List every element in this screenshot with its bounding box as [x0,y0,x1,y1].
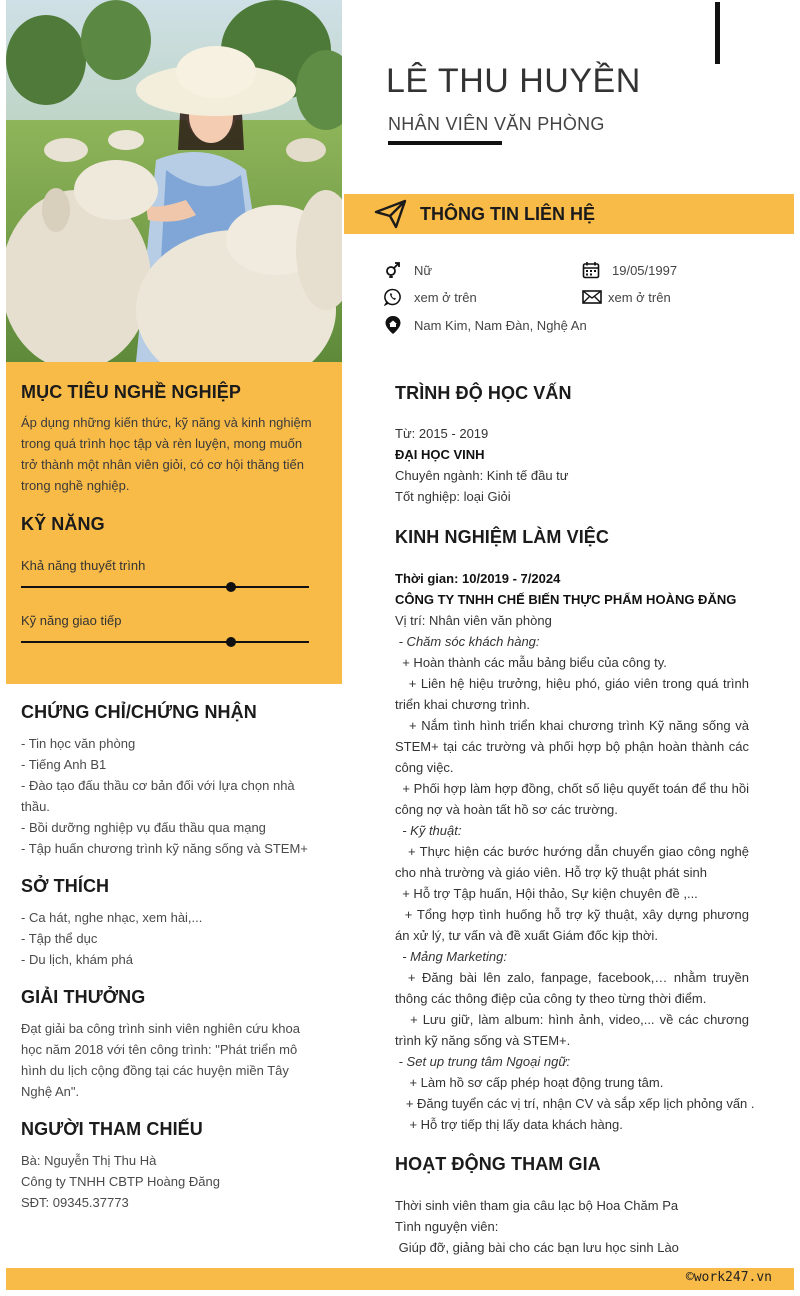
contact-title: THÔNG TIN LIÊN HỆ [420,204,595,224]
experience-period: Thời gian: 10/2019 - 7/2024 [395,571,561,586]
location-home-icon [384,315,402,335]
experience-section [395,527,755,1135]
experience-position: Vị trí: Nhân viên văn phòng [395,613,552,628]
activities-section [395,1154,749,1258]
experience-duty: + Thực hiện các bước hướng dẫn chuyển giao công nghệ cho nhà trường và giáo viên. Hỗ trợ kỹ thuật phát sinh [395,844,753,880]
watermark-text: ©work247.vn [685,1270,772,1285]
references-title: NGƯỜI THAM CHIẾU [21,1119,203,1139]
education-title: TRÌNH ĐỘ HỌC VẤN [395,383,572,403]
activities-title: HOẠT ĐỘNG THAM GIA [395,1154,601,1174]
objective-line: trở thành một nhân viên giỏi, có cơ hội thăng tiến [21,457,304,472]
objective-text [21,412,326,496]
decorative-bar [715,2,720,64]
contact-address [384,315,587,335]
contact-birthday [582,261,677,279]
candidate-name: LÊ THU HUYỀN [386,62,641,100]
experience-duty: + Hỗ trợ tiếp thị lấy data khách hàng. [395,1117,623,1132]
experience-category: - Chăm sóc khách hàng: [395,634,540,649]
experience-category: - Kỹ thuật: [395,823,462,838]
address-value: Nam Kim, Nam Đàn, Nghệ An [414,317,587,333]
experience-duty: + Hỗ trợ Tập huấn, Hội thảo, Sự kiện chuyên đề ,... [395,886,698,901]
education-grade: Tốt nghiệp: loại Giỏi [395,489,511,504]
footer-bar [6,1268,794,1290]
hobby-item: - Du lịch, khám phá [21,952,133,967]
certificates-list [21,733,311,859]
calendar-icon [582,261,600,279]
skill-level-dot [226,582,236,592]
experience-duty: + Đăng tuyển các vị trí, nhận CV và sắp xếp lịch phỏng vấn . [395,1096,755,1111]
activity-line: Thời sinh viên tham gia câu lạc bộ Hoa Chăm Pa [395,1198,679,1213]
certificate-item: - Đào tạo đấu thầu cơ bản đối với lựa chọn nhà [21,778,295,793]
award-line: Nghệ An". [21,1084,80,1099]
experience-duty: + Lưu giữ, làm album: hình ảnh, video,... về các chương trình kỹ năng sống và STEM+. [395,1012,753,1048]
experience-duty: + Làm hồ sơ cấp phép hoạt động trung tâm. [395,1075,664,1090]
certificate-item: thầu. [21,799,50,814]
education-section [395,383,749,507]
experience-category: - Set up trung tâm Ngoại ngữ: [395,1054,571,1069]
experience-company: CÔNG TY TNHH CHẾ BIẾN THỰC PHẨM HOÀNG ĐĂNG [395,592,737,607]
title-underline [388,141,502,145]
email-value: xem ở trên [608,289,671,305]
skill-level-dot [226,637,236,647]
experience-duty: + Nắm tình hình triển khai chương trình Kỹ năng sống và STEM+ tại các trường và phối hợp bộ phận hoàn thành các công việc. [395,718,753,775]
certificate-item: - Tiếng Anh B1 [21,757,107,772]
awards-text [21,1018,311,1102]
phone-value: xem ở trên [414,289,477,305]
experience-duty: + Hoàn thành các mẫu bảng biểu của công ty. [395,655,667,670]
education-major: Chuyên ngành: Kinh tế đầu tư [395,468,569,483]
skill-bar [21,641,309,643]
objective-line: Áp dụng những kiến thức, kỹ năng và kinh nghiệm [21,415,312,430]
activity-line: Tình nguyện viên: [395,1219,499,1234]
left-highlight-panel [6,362,342,684]
contact-phone [384,288,477,306]
reference-line: SĐT: 09345.37773 [21,1195,129,1210]
education-school: ĐẠI HỌC VINH [395,447,485,462]
resume-page [6,0,794,1296]
references-text [21,1150,311,1213]
contact-header-bar [344,194,794,234]
profile-photo [6,0,342,362]
paper-plane-icon [374,198,408,230]
gender-value: Nữ [414,262,433,278]
activity-line: Giúp đỡ, giảng bài cho các bạn lưu học sinh Lào [395,1240,679,1255]
certificates-title: CHỨNG CHỈ/CHỨNG NHẬN [21,702,257,722]
certificate-item: - Tập huấn chương trình kỹ năng sống và STEM+ [21,841,308,856]
skill-label: Khả năng thuyết trình [21,558,146,573]
experience-duty: + Đăng bài lên zalo, fanpage, facebook,… nhằm truyền thông các thông điệp của công ty theo từng thời điểm. [395,970,753,1006]
certificate-item: - Tin học văn phòng [21,736,136,751]
certificate-item: - Bồi dưỡng nghiệp vụ đấu thầu qua mạng [21,820,266,835]
experience-body [395,568,755,1135]
award-line: hình du lịch cộng đồng tại các huyện miền Tây [21,1063,289,1078]
education-period: Từ: 2015 - 2019 [395,426,489,441]
reference-line: Công ty TNHH CBTP Hoàng Đăng [21,1174,220,1189]
skills-title: KỸ NĂNG [21,514,105,534]
awards-title: GIẢI THƯỞNG [21,987,146,1007]
hobbies-title: SỞ THÍCH [21,876,110,896]
gender-icon [384,261,402,279]
experience-duty: + Phối hợp làm hợp đồng, chốt số liệu quyết toán để thu hồi công nợ và hoàn tất hồ sơ các trường. [395,781,753,817]
contact-gender [384,261,432,279]
hobby-item: - Tập thể dục [21,931,98,946]
job-title: NHÂN VIÊN VĂN PHÒNG [388,114,605,134]
birthday-value: 19/05/1997 [612,262,678,278]
experience-category: - Mảng Marketing: [395,949,507,964]
contact-email [582,288,671,306]
name-block [386,62,641,101]
skill-label: Kỹ năng giao tiếp [21,613,122,628]
hobby-item: - Ca hát, nghe nhạc, xem hài,... [21,910,203,925]
skill-bar [21,586,309,588]
award-line: Đạt giải ba công trình sinh viên nghiên cứu khoa [21,1021,300,1036]
experience-duties [395,631,755,1135]
experience-title: KINH NGHIỆM LÀM VIỆC [395,527,610,547]
objective-line: trong quá trình học tập và rèn luyện, mong muốn [21,436,303,451]
experience-duty: + Tổng hợp tình huống hỗ trợ kỹ thuật, xây dựng phương án xử lý, tư vấn và đề xuất Giám đốc kịp thời. [395,907,753,943]
whatsapp-phone-icon [384,288,402,306]
objective-title: MỤC TIÊU NGHỀ NGHIỆP [21,382,242,402]
envelope-icon [582,288,602,306]
reference-line: Bà: Nguyễn Thị Thu Hà [21,1153,157,1168]
award-line: học năm 2018 với tên công trình: "Phát triển mô [21,1042,298,1057]
experience-duty: + Liên hệ hiệu trưởng, hiệu phó, giáo viên trong quá trình triển khai chương trình. [395,676,753,712]
hobbies-list [21,907,311,970]
objective-line: trong nghề nghiệp. [21,478,130,493]
